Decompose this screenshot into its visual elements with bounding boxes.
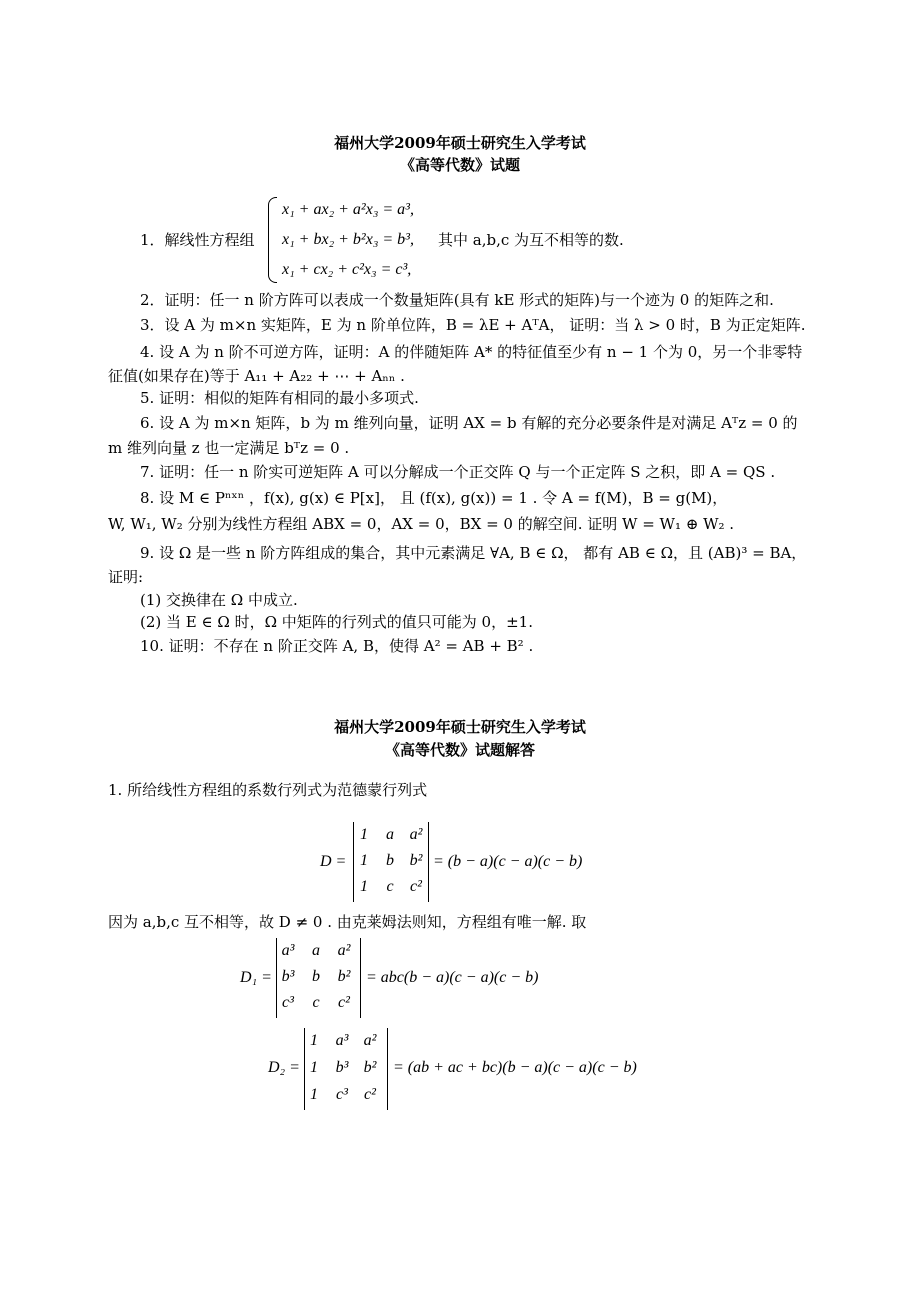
problem-9-part-2: (2) 当 E ∈ Ω 时，Ω 中矩阵的行列式的值只可能为 0，±1. <box>140 613 533 631</box>
matrix-cell: a² <box>409 826 423 843</box>
solution-1-intro: 1. 所给线性方程组的系数行列式为范德蒙行列式 <box>108 781 428 799</box>
exam-title: 福州大学2009年硕士研究生入学考试 <box>334 134 586 152</box>
matrix-cell: 1 <box>310 1032 318 1049</box>
solutions-subtitle: 《高等代数》试题解答 <box>384 741 535 759</box>
problem-8-line-2: W, W₁, W₂ 分别为线性方程组 ABX = 0，AX = 0，BX = 0 的解空间. 证明 W = W₁ ⊕ W₂ . <box>108 515 735 533</box>
det-D-label: D = <box>320 853 347 870</box>
solutions-title: 福州大学2009年硕士研究生入学考试 <box>334 718 586 736</box>
problem-4-line-1: 4. 设 A 为 n 阶不可逆方阵，证明：A 的伴随矩阵 A* 的特征值至少有 n − 1 个为 0，另一个非零特 <box>140 343 803 361</box>
problem-1-equation-1: x₁ + ax₂ + a²x₃ = a³, <box>282 201 414 218</box>
problem-1-equation-2: x₁ + bx₂ + b²x₃ = b³, <box>282 231 414 248</box>
matrix-cell: a² <box>337 942 351 959</box>
matrix-cell: b² <box>409 852 423 869</box>
det-D1-result: = abc(b − a)(c − a)(c − b) <box>366 969 539 986</box>
matrix-cell: c <box>386 878 394 895</box>
matrix-cell: c³ <box>336 1086 348 1103</box>
problem-8-line-1: 8. 设 M ∈ Pⁿˣⁿ ，f(x), g(x) ∈ P[x]， 且 (f(x), g(x)) = 1 . 令 A = f(M)，B = g(M)， <box>140 489 728 507</box>
problem-3: 3．设 A 为 m×n 实矩阵，E 为 n 阶单位阵，B = λE + AᵀA， 证明：当 λ > 0 时，B 为正定矩阵. <box>140 316 806 334</box>
matrix-cell: 1 <box>360 852 368 869</box>
problem-2: 2．证明：任一 n 阶方阵可以表成一个数量矩阵(具有 kE 形式的矩阵)与一个迹为 0 的矩阵之和. <box>140 291 774 309</box>
matrix-cell: a² <box>363 1032 377 1049</box>
problem-7: 7. 证明：任一 n 阶实可逆矩阵 A 可以分解成一个正交阵 Q 与一个正定阵 S 之积，即 A = QS . <box>140 463 776 481</box>
det-D-right-bar <box>428 822 429 902</box>
matrix-cell: b <box>386 852 394 869</box>
matrix-cell: 1 <box>310 1059 318 1076</box>
matrix-cell: b² <box>363 1059 377 1076</box>
problem-10: 10. 证明：不存在 n 阶正交阵 A, B，使得 A² = AB + B² . <box>140 637 534 655</box>
matrix-cell: c² <box>410 878 422 895</box>
problem-1-condition: 其中 a,b,c 为互不相等的数. <box>438 231 624 249</box>
det-D2-result: = (ab + ac + bc)(b − a)(c − a)(c − b) <box>393 1059 637 1076</box>
matrix-cell: 1 <box>360 878 368 895</box>
matrix-cell: c <box>312 994 320 1011</box>
matrix-cell: c² <box>364 1086 376 1103</box>
problem-4-line-2: 征值(如果存在)等于 A₁₁ + A₂₂ + ⋯ + Aₙₙ . <box>108 367 405 385</box>
problem-9-line-2: 证明: <box>108 568 144 586</box>
det-D2-label: D₂ = <box>268 1059 300 1076</box>
det-D-result: = (b − a)(c − a)(c − b) <box>433 853 583 870</box>
solution-1-text: 因为 a,b,c 互不相等，故 D ≠ 0 . 由克莱姆法则知，方程组有唯一解. 取 <box>108 913 587 931</box>
matrix-cell: a <box>386 826 394 843</box>
problem-1-equation-3: x₁ + cx₂ + c²x₃ = c³, <box>282 261 412 278</box>
problem-1-label: 1．解线性方程组 <box>140 231 255 249</box>
matrix-cell: c³ <box>282 994 294 1011</box>
matrix-cell: b³ <box>281 968 295 985</box>
exam-subtitle: 《高等代数》试题 <box>399 156 520 174</box>
problem-9-part-1: (1) 交换律在 Ω 中成立. <box>140 591 298 609</box>
problem-9-line-1: 9. 设 Ω 是一些 n 阶方阵组成的集合，其中元素满足 ∀A, B ∈ Ω， 都有 AB ∈ Ω，且 (AB)³ = BA， <box>140 544 807 562</box>
problem-5: 5. 证明：相似的矩阵有相同的最小多项式. <box>140 389 419 407</box>
matrix-cell: a <box>312 942 320 959</box>
det-D1-right-bar <box>360 938 361 1018</box>
problem-6-line-2: m 维列向量 z 也一定满足 bᵀz = 0 . <box>108 439 350 457</box>
equation-system-brace <box>268 197 277 283</box>
det-D2-right-bar <box>387 1028 388 1110</box>
matrix-cell: a³ <box>281 942 295 959</box>
problem-6-line-1: 6. 设 A 为 m×n 矩阵，b 为 m 维列向量，证明 AX = b 有解的充分必要条件是对满足 Aᵀz = 0 的 <box>140 414 798 432</box>
matrix-cell: b² <box>337 968 351 985</box>
matrix-cell: b <box>312 968 320 985</box>
matrix-cell: a³ <box>335 1032 349 1049</box>
matrix-cell: b³ <box>335 1059 349 1076</box>
matrix-cell: c² <box>338 994 350 1011</box>
matrix-cell: 1 <box>360 826 368 843</box>
det-D1-label: D₁ = <box>240 969 272 986</box>
matrix-cell: 1 <box>310 1086 318 1103</box>
